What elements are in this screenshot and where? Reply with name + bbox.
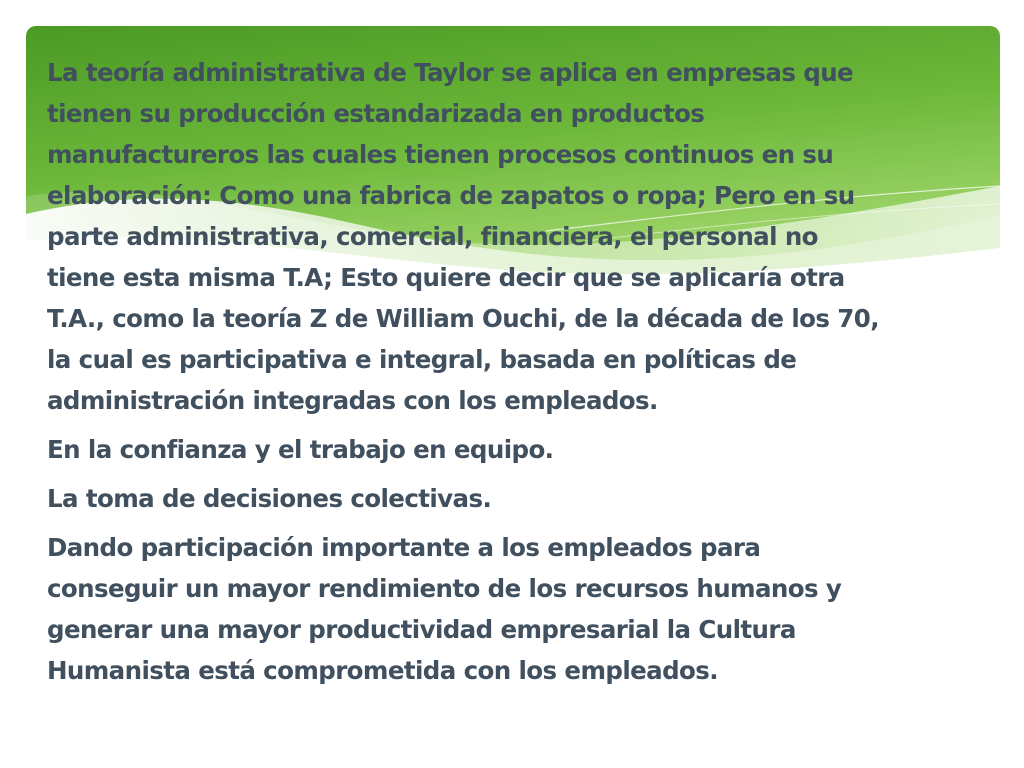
paragraph-employee-participation: Dando participación importante a los empleados para conseguir un mayor rendimiento de los recursos humanos y generar una mayor productividad empresarial la Cultura Humanista está comprometida con los empleados.: [47, 533, 842, 685]
paragraph-collective-decisions: La toma de decisiones colectivas.: [47, 484, 492, 513]
slide-body: [47, 52, 977, 699]
paragraph-taylor-theory: La teoría administrativa de Taylor se aplica en empresas que tienen su producción estandarizada en productos manufactureros las cuales tienen procesos continuos en su elaboración: Como una fabrica de zapatos o ropa; Pero en su parte administrativa, comercial, financiera, el personal no tiene esta misma T.A; Esto quiere decir que se aplicaría otra T.A., como la teoría Z de William Ouchi, de la década de los 70, la cual es participativa e integral, basada en políticas de administración integradas con los empleados.: [47, 58, 879, 415]
paragraph-trust-teamwork: En la confianza y el trabajo en equipo.: [47, 435, 554, 464]
